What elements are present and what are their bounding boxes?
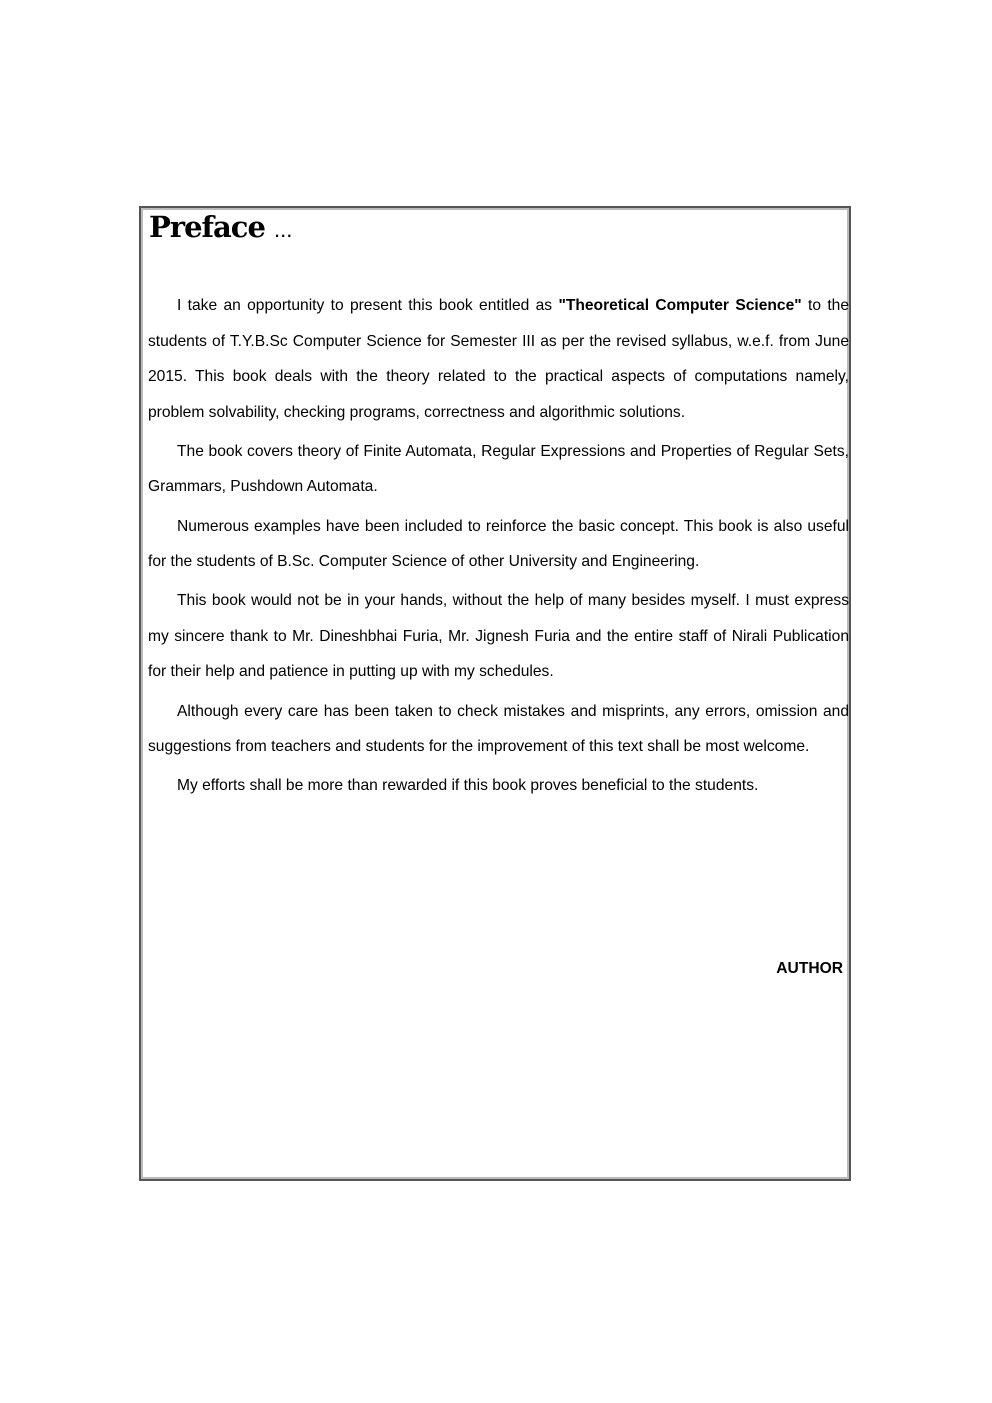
paragraph: Numerous examples have been included to reinforce the basic concept. This book is also useful for the students of B.Sc. Computer Science of other University and Engineering. — [148, 517, 849, 571]
paragraph: This book would not be in your hands, without the help of many besides myself. I must express my sincere thank to Mr. Dineshbhai Furia, Mr. Jignesh Furia and the entire staff of Nirali Publication for their help and patience in putting up with my schedules. — [148, 592, 849, 681]
preface-frame — [139, 206, 851, 1181]
paragraph: My efforts shall be more than rewarded if this book proves beneficial to the students. — [177, 777, 759, 795]
author-signature: AUTHOR — [776, 960, 843, 977]
paragraph: The book covers theory of Finite Automata, Regular Expressions and Properties of Regular Sets, Grammars, Pushdown Automata. — [148, 442, 849, 496]
book-title: "Theoretical Computer Science" — [558, 297, 802, 314]
preface-body — [148, 288, 849, 807]
paragraph — [148, 288, 849, 430]
paragraph: Although every care has been taken to check mistakes and misprints, any errors, omission and suggestions from teachers and students for the improvement of this text shall be most welcome. — [148, 702, 849, 756]
paragraph-text: I take an opportunity to present this book entitled as — [177, 297, 559, 314]
title-ellipsis: ... — [274, 217, 293, 242]
page-title — [149, 210, 292, 244]
title-text: Preface — [149, 210, 265, 244]
paragraph-text: to the students of T.Y.B.Sc Computer Science for Semester III as per the revised syllabus, w.e.f. from June 2015. This book deals with the theory related to the practical aspects of computations namely, problem solvability, checking programs, correctness and algorithmic solutions. — [148, 297, 849, 421]
